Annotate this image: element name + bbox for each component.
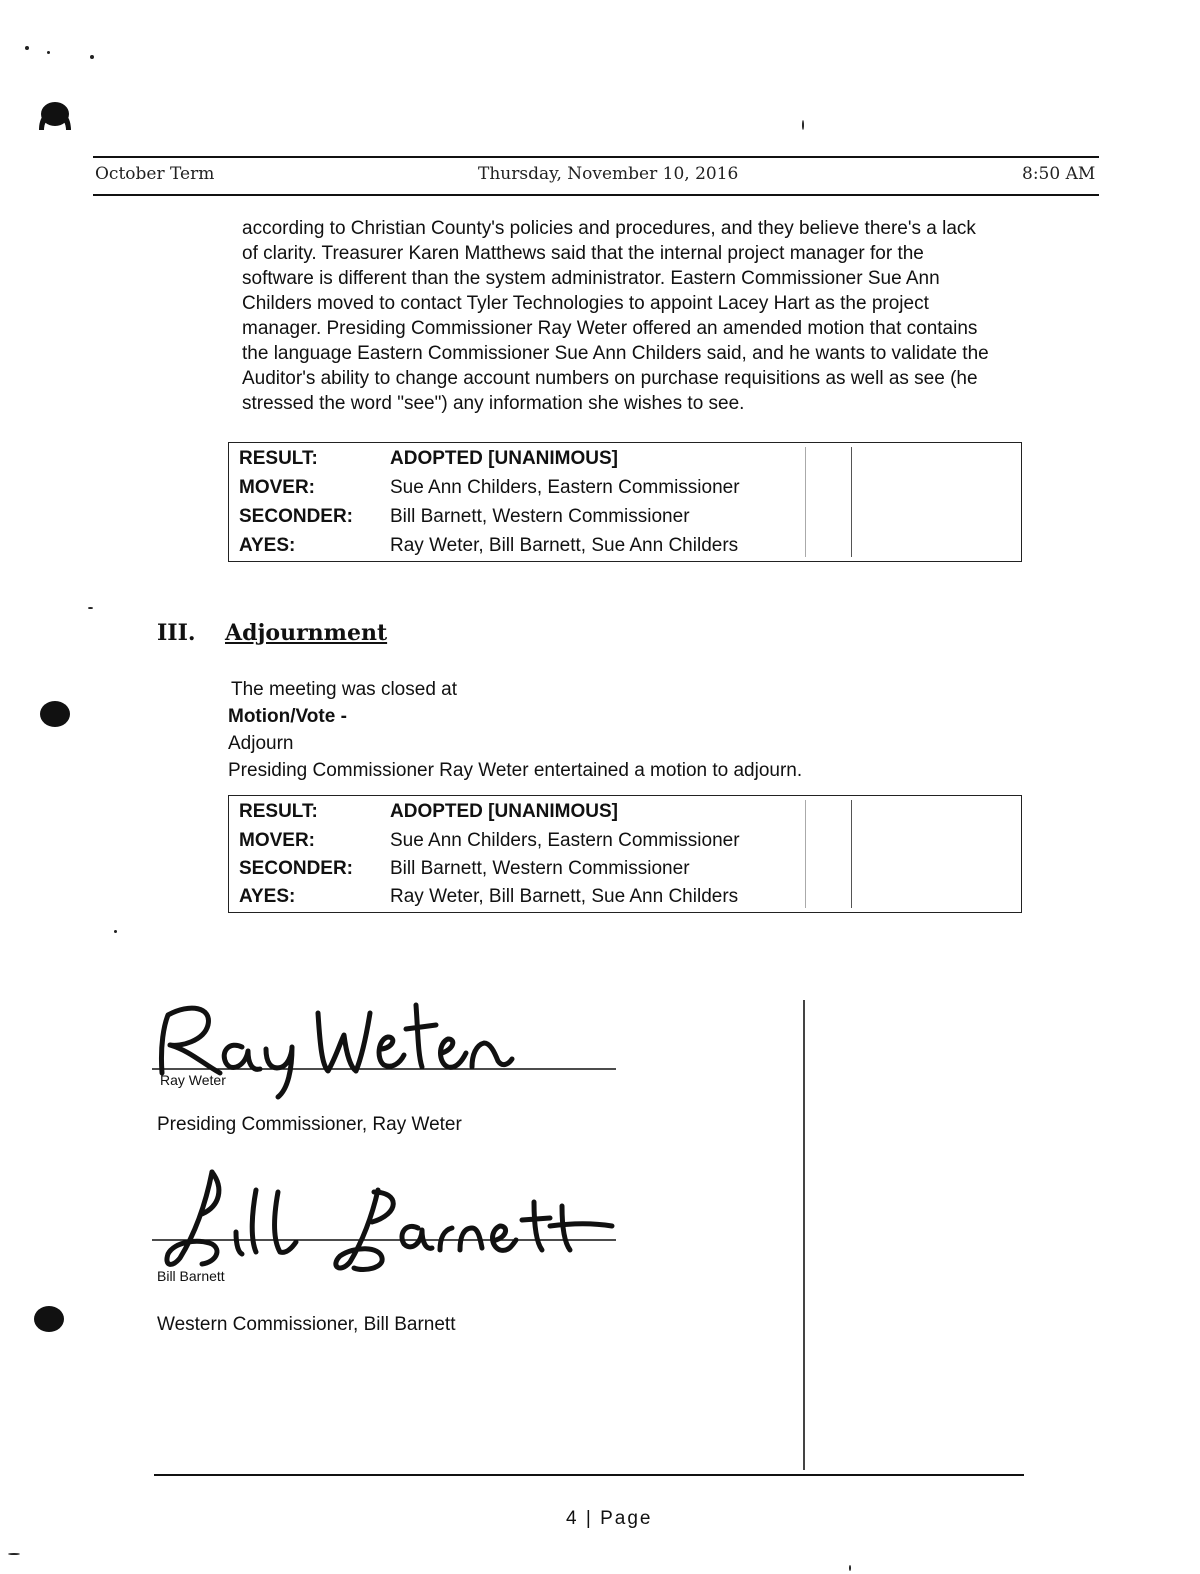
column-divider (805, 800, 806, 908)
vote-result-box-1 (228, 442, 1022, 562)
column-divider (851, 447, 852, 557)
scan-speck (114, 930, 117, 933)
signature-bill-barnett (150, 1162, 620, 1282)
page-footer (566, 1508, 652, 1530)
paragraph-line: according to Christian County's policies and procedures, and they believe there's a lack (242, 218, 976, 239)
vote-result-box-2 (228, 795, 1022, 913)
signatory-title-2: Western Commissioner, Bill Barnett (157, 1314, 456, 1335)
paragraph-line: manager. Presiding Commissioner Ray Weter offered an amended motion that contains (242, 318, 978, 339)
ayes-value: Ray Weter, Bill Barnett, Sue Ann Childers (390, 535, 739, 556)
punch-hole-middle (36, 690, 74, 732)
scan-speck (849, 1565, 851, 1571)
paragraph-line: software is different than the system administrator. Eastern Commissioner Sue Ann (242, 268, 940, 289)
punch-hole-bottom (30, 1295, 68, 1337)
scan-speck (25, 46, 29, 50)
mover-label: MOVER: (239, 477, 315, 498)
scan-speck (802, 120, 804, 130)
header-top-rule (93, 156, 1099, 158)
seconder-label: SECONDER: (239, 858, 354, 879)
signatory-title-1: Presiding Commissioner, Ray Weter (157, 1114, 462, 1135)
scan-speck (88, 607, 93, 609)
scan-speck (90, 55, 94, 59)
seconder-value: Bill Barnett, Western Commissioner (390, 858, 690, 879)
punch-hole-top (36, 90, 74, 132)
motion-name: Adjourn (228, 733, 294, 754)
paragraph-line: the language Eastern Commissioner Sue Ann Childers said, and he wants to validate the (242, 343, 989, 364)
paragraph-line: stressed the word "see") any information she wishes to see. (242, 393, 745, 414)
signatory-name-2: Bill Barnett (157, 1268, 225, 1284)
header-time: 8:50 AM (1022, 164, 1096, 184)
header-date: Thursday, November 10, 2016 (478, 164, 739, 184)
ayes-label: AYES: (239, 535, 296, 556)
motion-description: Presiding Commissioner Ray Weter entertained a motion to adjourn. (228, 760, 803, 781)
result-label: RESULT: (239, 801, 318, 822)
header-term: October Term (95, 164, 215, 184)
mover-value: Sue Ann Childers, Eastern Commissioner (390, 830, 740, 851)
ayes-label: AYES: (239, 886, 296, 907)
meeting-closed-line: The meeting was closed at (231, 679, 458, 700)
paragraph-line: Childers moved to contact Tyler Technologies to appoint Lacey Hart as the project (242, 293, 929, 314)
footer-rule (154, 1474, 1024, 1476)
scan-speck (47, 51, 50, 54)
column-divider (805, 447, 806, 557)
page-label: | Page (585, 1508, 653, 1529)
motion-vote-heading: Motion/Vote - (228, 706, 347, 727)
mover-value: Sue Ann Childers, Eastern Commissioner (390, 477, 740, 498)
header-bottom-rule (93, 194, 1099, 196)
seconder-value: Bill Barnett, Western Commissioner (390, 506, 690, 527)
section-number: III. (157, 620, 196, 646)
page-number: 4 (566, 1508, 579, 1529)
scan-vertical-line (803, 1000, 805, 1470)
section-title: Adjournment (225, 620, 388, 646)
result-value: ADOPTED [UNANIMOUS] (390, 448, 618, 469)
paragraph-line: Auditor's ability to change account numbers on purchase requisitions as well as see (he (242, 368, 978, 389)
seconder-label: SECONDER: (239, 506, 354, 527)
paragraph-line: of clarity. Treasurer Karen Matthews said that the internal project manager for the (242, 243, 924, 264)
scan-speck (8, 1553, 20, 1555)
mover-label: MOVER: (239, 830, 315, 851)
result-label: RESULT: (239, 448, 318, 469)
continuation-paragraph (242, 216, 1042, 416)
ayes-value: Ray Weter, Bill Barnett, Sue Ann Childers (390, 886, 739, 907)
result-value: ADOPTED [UNANIMOUS] (390, 801, 618, 822)
signatory-name-1: Ray Weter (160, 1072, 226, 1088)
column-divider (851, 800, 852, 908)
